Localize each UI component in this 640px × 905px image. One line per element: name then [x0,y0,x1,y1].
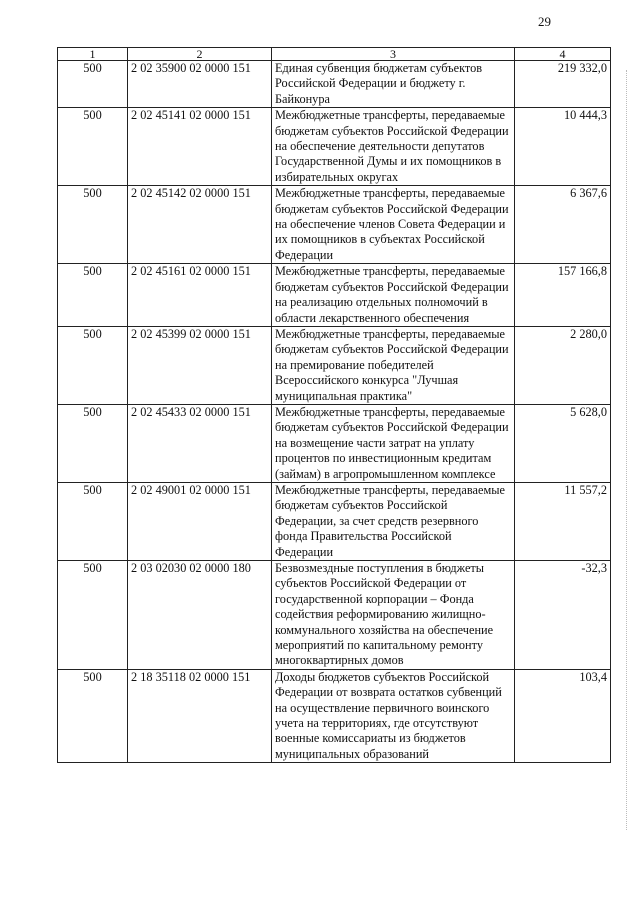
amount-cell: 11 557,2 [515,482,611,560]
amount-cell: 103,4 [515,669,611,762]
revenue-name-cell: Межбюджетные трансферты, передаваемые бюджетам субъектов Российской Федерации, за счет средств резервного фонда Правительства Российской Федерации [272,482,515,560]
admin-code-cell: 500 [58,561,128,670]
budget-code-cell: 2 02 35900 02 0000 151 [128,61,272,108]
table-row [58,482,611,560]
table-row [58,404,611,482]
amount-cell: 10 444,3 [515,108,611,186]
table-row [58,186,611,264]
amount-cell: 2 280,0 [515,326,611,404]
budget-code-cell: 2 03 02030 02 0000 180 [128,561,272,670]
amount-cell: 6 367,6 [515,186,611,264]
revenue-name-cell: Доходы бюджетов субъектов Российской Федерации от возврата остатков субвенций на осуществление первичного воинского учета на территориях, где отсутствуют военные комиссариаты из бюджетов муниципальных образований [272,669,515,762]
scan-edge-line [626,70,628,830]
table-row [58,561,611,670]
budget-code-cell: 2 02 45161 02 0000 151 [128,264,272,327]
column-header-4: 4 [515,48,611,61]
column-header-1: 1 [58,48,128,61]
admin-code-cell: 500 [58,186,128,264]
revenue-name-cell: Межбюджетные трансферты, передаваемые бюджетам субъектов Российской Федерации на премирование победителей Всероссийского конкурса "Лучшая муниципальная практика" [272,326,515,404]
amount-cell: 5 628,0 [515,404,611,482]
revenue-name-cell: Межбюджетные трансферты, передаваемые бюджетам субъектов Российской Федерации на реализацию отдельных полномочий в области лекарственного обеспечения [272,264,515,327]
table-row [58,108,611,186]
budget-code-cell: 2 02 49001 02 0000 151 [128,482,272,560]
amount-cell: -32,3 [515,561,611,670]
revenue-name-cell: Межбюджетные трансферты, передаваемые бюджетам субъектов Российской Федерации на обеспечение членов Совета Федерации и их помощников в субъектах Российской Федерации [272,186,515,264]
admin-code-cell: 500 [58,264,128,327]
page-number: 29 [538,14,551,29]
revenue-name-cell: Межбюджетные трансферты, передаваемые бюджетам субъектов Российской Федерации на обеспечение деятельности депутатов Государственной Думы и их помощников в избирательных округах [272,108,515,186]
column-header-3: 3 [272,48,515,61]
table-row [58,669,611,762]
budget-code-cell: 2 02 45433 02 0000 151 [128,404,272,482]
table-row [58,61,611,108]
budget-code-cell: 2 02 45399 02 0000 151 [128,326,272,404]
admin-code-cell: 500 [58,326,128,404]
admin-code-cell: 500 [58,404,128,482]
budget-code-cell: 2 02 45141 02 0000 151 [128,108,272,186]
table-row [58,264,611,327]
admin-code-cell: 500 [58,61,128,108]
admin-code-cell: 500 [58,108,128,186]
table-row [58,326,611,404]
budget-code-cell: 2 02 45142 02 0000 151 [128,186,272,264]
admin-code-cell: 500 [58,669,128,762]
budget-revenue-table [57,47,611,763]
revenue-name-cell: Безвозмездные поступления в бюджеты субъектов Российской Федерации от государственной корпорации – Фонда содействия реформированию жилищно-коммунального хозяйства на обеспечение мероприятий по капитальному ремонту многоквартирных домов [272,561,515,670]
column-header-2: 2 [128,48,272,61]
table-header-row [58,48,611,61]
amount-cell: 219 332,0 [515,61,611,108]
revenue-name-cell: Единая субвенция бюджетам субъектов Российской Федерации и бюджету г. Байконура [272,61,515,108]
amount-cell: 157 166,8 [515,264,611,327]
budget-code-cell: 2 18 35118 02 0000 151 [128,669,272,762]
revenue-name-cell: Межбюджетные трансферты, передаваемые бюджетам субъектов Российской Федерации на возмещение части затрат на уплату процентов по инвестиционным кредитам (займам) в агропромышленном комплексе [272,404,515,482]
admin-code-cell: 500 [58,482,128,560]
